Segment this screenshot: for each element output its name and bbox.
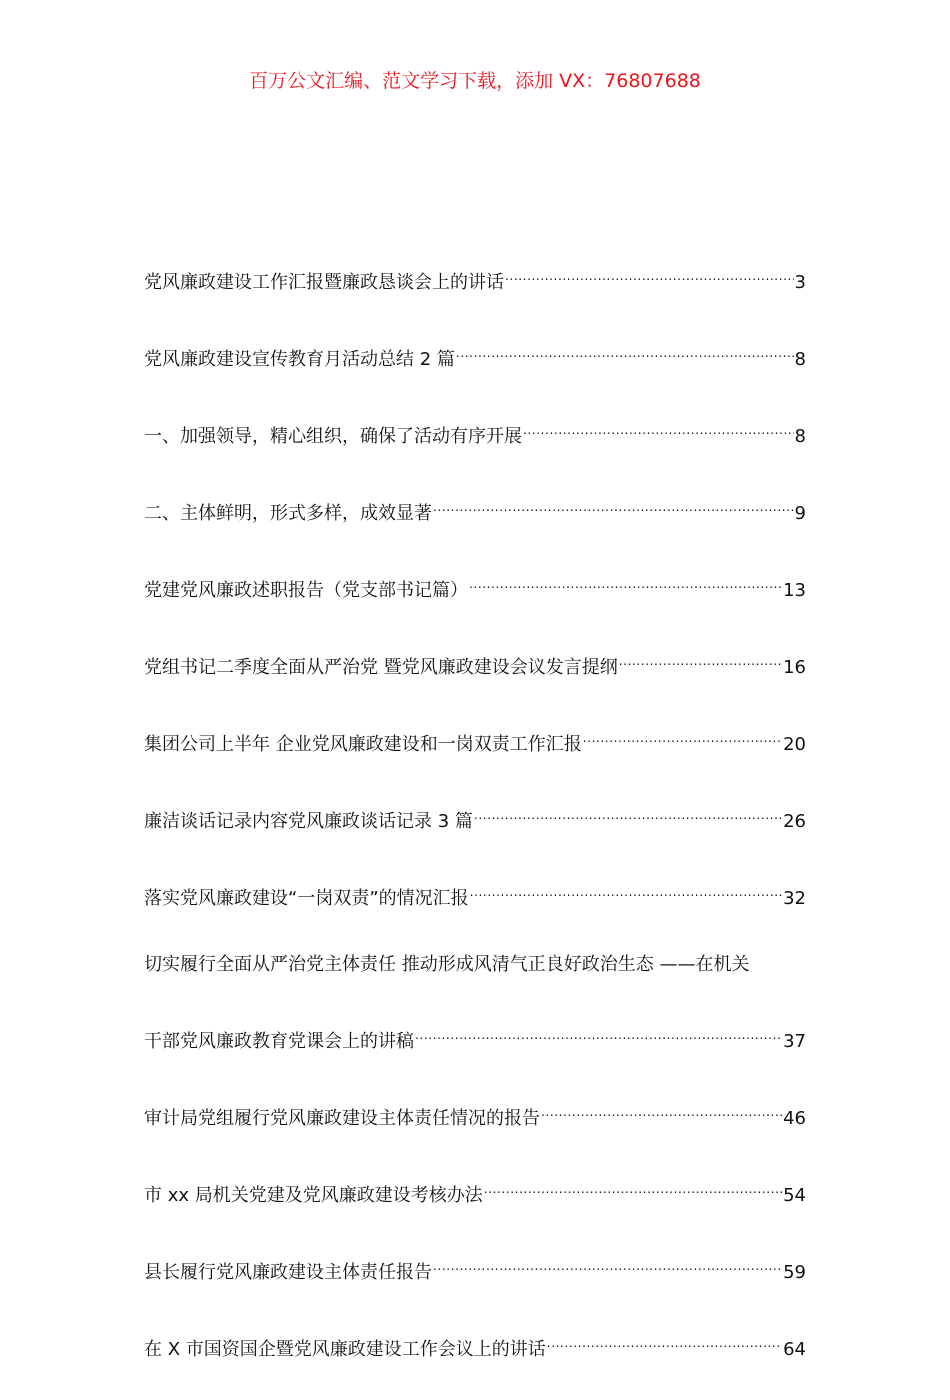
- toc-entry-page: 46: [783, 1108, 806, 1129]
- toc-entry[interactable]: [144, 256, 806, 299]
- toc-entry[interactable]: [144, 1169, 806, 1212]
- toc-dot-leader: [433, 487, 794, 519]
- toc-entry-page: 64: [783, 1339, 806, 1360]
- toc-dot-leader: [547, 1323, 782, 1355]
- toc-entry-page: 59: [783, 1262, 806, 1283]
- toc-entry[interactable]: [144, 1323, 806, 1366]
- toc-entry-page: 8: [794, 426, 806, 447]
- toc-entry-title: 市 xx 局机关党建及党风廉政建设考核办法: [144, 1185, 483, 1206]
- toc-entry-page: 32: [783, 888, 806, 909]
- toc-entry-title: 干部党风廉政教育党课会上的讲稿: [144, 1031, 414, 1052]
- table-of-contents: [144, 256, 806, 1400]
- toc-entry[interactable]: [144, 795, 806, 838]
- toc-entry-page: 26: [783, 811, 806, 832]
- toc-dot-leader: [469, 564, 782, 596]
- toc-entry-title: 县长履行党风廉政建设主体责任报告: [144, 1262, 432, 1283]
- toc-entry-title: 党风廉政建设宣传教育月活动总结 2 篇: [144, 349, 455, 370]
- toc-entry[interactable]: [144, 1246, 806, 1289]
- toc-entry[interactable]: [144, 872, 806, 915]
- toc-entry[interactable]: [144, 487, 806, 530]
- toc-entry[interactable]: [144, 333, 806, 376]
- toc-entry-title: 落实党风廉政建设“一岗双责”的情况汇报: [144, 888, 469, 909]
- toc-dot-leader: [456, 333, 794, 365]
- toc-dot-leader: [470, 872, 782, 904]
- toc-entry-page: 9: [794, 503, 806, 524]
- toc-entry-title: 审计局党组履行党风廉政建设主体责任情况的报告: [144, 1108, 540, 1129]
- toc-dot-leader: [474, 795, 782, 827]
- toc-dot-leader: [619, 641, 782, 673]
- toc-entry-title-line1: 切实履行全面从严治党主体责任 推动形成风清气正良好政治生态 ——在机关: [144, 954, 750, 975]
- toc-entry-page: 8: [794, 349, 806, 370]
- toc-entry-title: 党建党风廉政述职报告（党支部书记篇）: [144, 580, 468, 601]
- toc-dot-leader: [415, 1015, 782, 1047]
- toc-entry-page: 3: [794, 272, 806, 293]
- toc-entry-page: 16: [783, 657, 806, 678]
- toc-entry[interactable]: [144, 564, 806, 607]
- toc-entry-title: 二、主体鲜明，形式多样，成效显著: [144, 503, 432, 524]
- toc-entry-page: 54: [783, 1185, 806, 1206]
- toc-entry-title: 党组书记二季度全面从严治党 暨党风廉政建设会议发言提纲: [144, 657, 618, 678]
- toc-entry-page: 37: [783, 1031, 806, 1052]
- toc-entry-title: 党风廉政建设工作汇报暨廉政恳谈会上的讲话: [144, 272, 504, 293]
- toc-entry[interactable]: [144, 641, 806, 684]
- toc-entry-title: 在 X 市国资国企暨党风廉政建设工作会议上的讲话: [144, 1339, 546, 1360]
- toc-dot-leader: [541, 1092, 782, 1124]
- toc-entry[interactable]: [144, 410, 806, 453]
- toc-entry-title: 集团公司上半年 企业党风廉政建设和一岗双责工作汇报: [144, 734, 582, 755]
- page-header-watermark: 百万公文汇编、范文学习下载，添加 VX：76807688: [249, 70, 701, 92]
- toc-entry[interactable]: [144, 718, 806, 761]
- toc-entry-title: 一、加强领导，精心组织，确保了活动有序开展: [144, 426, 522, 447]
- toc-dot-leader: [523, 410, 794, 442]
- toc-entry[interactable]: [144, 1092, 806, 1135]
- toc-entry-title: 廉洁谈话记录内容党风廉政谈话记录 3 篇: [144, 811, 473, 832]
- toc-entry-page: 20: [783, 734, 806, 755]
- toc-dot-leader: [583, 718, 782, 750]
- toc-entry-page: 13: [783, 580, 806, 601]
- toc-dot-leader: [505, 256, 794, 288]
- toc-entry[interactable]: [144, 949, 806, 1058]
- toc-dot-leader: [484, 1169, 782, 1201]
- toc-dot-leader: [433, 1246, 782, 1278]
